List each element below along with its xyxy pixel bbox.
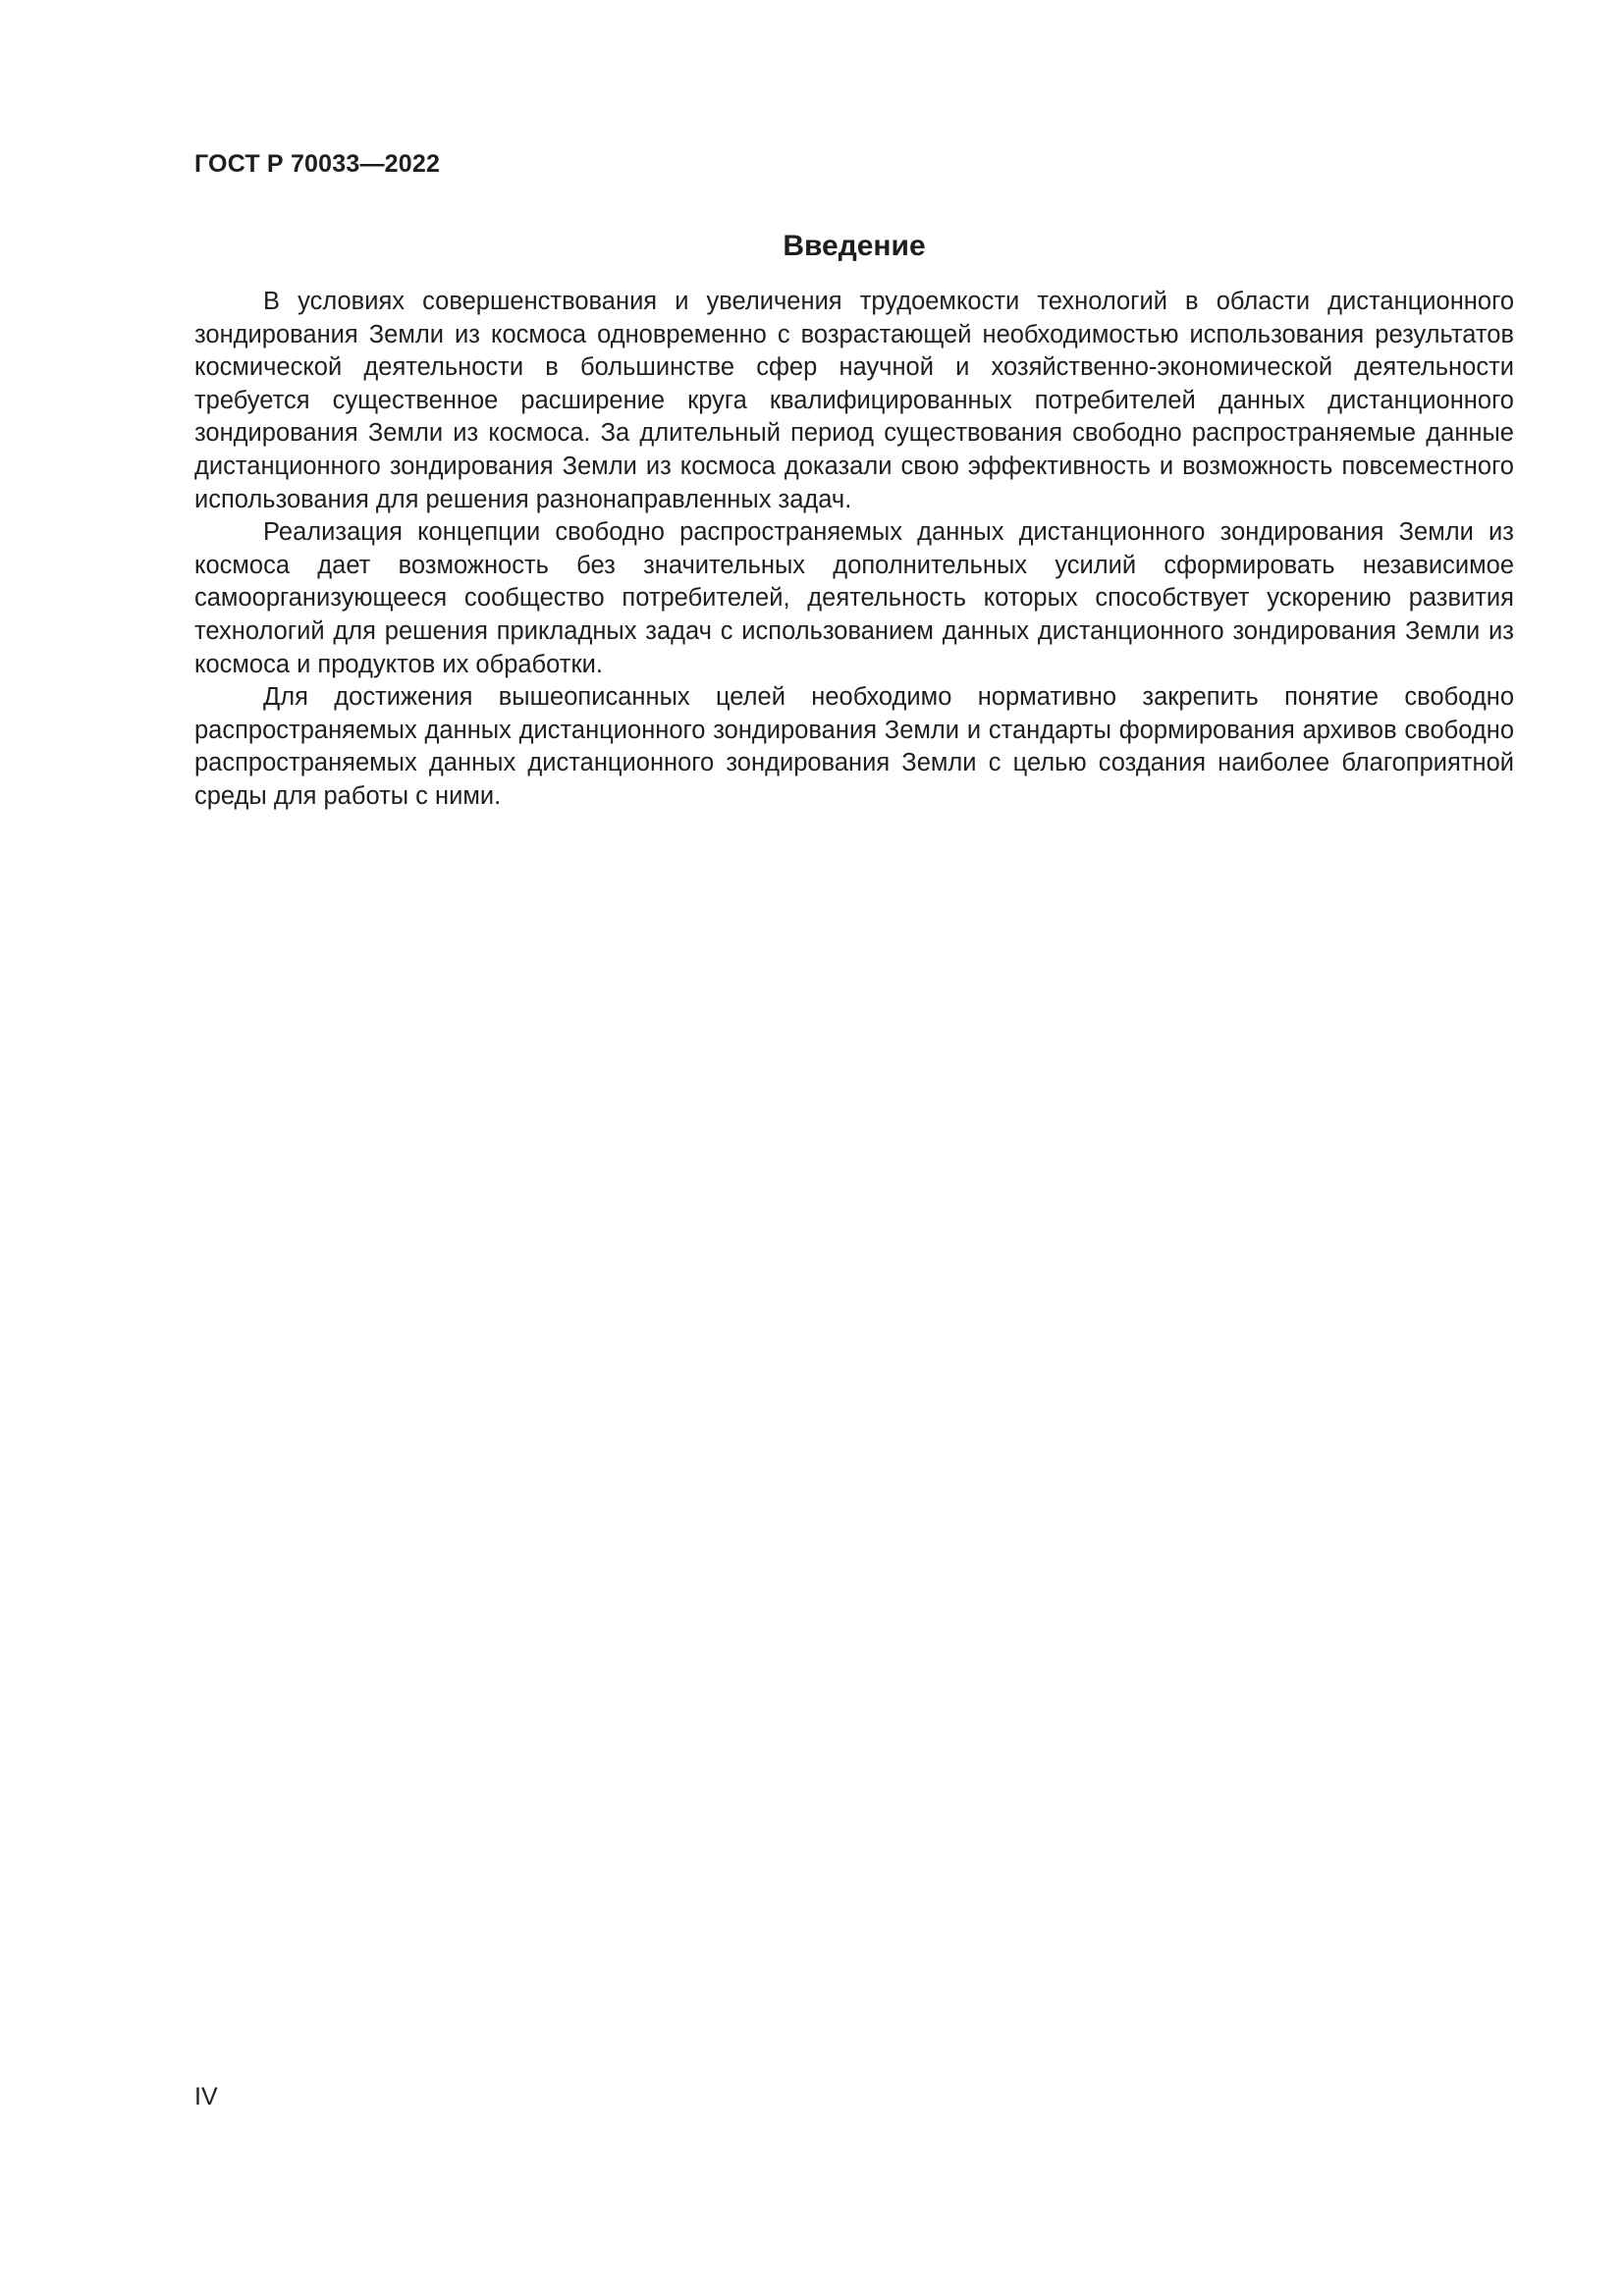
paragraph: Для достижения вышеописанных целей необходимо нормативно закрепить понятие свободно распространяемых данных дистанционного зондирования Земли и стандарты формирования архивов свободно распространяемых данных дистанционного зондирования Земли с целью создания наиболее благоприятной среды для работы с ними.	[194, 683, 1514, 810]
paragraph: В условиях совершенствования и увеличения трудоемкости технологий в области дистанционного зондирования Земли из космоса одновременно с возрастающей необходимостью использования результатов космической деятельности в большинстве сфер научной и хозяйственно-экономической деятельности требуется существенное расширение круга квалифицированных потребителей данных дистанционного зондирования Земли из космоса. За длительный период существования свободно распространяемые данные дистанционного зондирования Земли из космоса доказали свою эффективность и возможность повсеместного использования для решения разнонаправленных задач.	[194, 288, 1514, 513]
paragraph: Реализация концепции свободно распространяемых данных дистанционного зондирования Земли из космоса дает возможность без значительных дополнительных усилий сформировать независимое самоорганизующееся сообщество потребителей, деятельность которых способствует ускорению развития технологий для решения прикладных задач с использованием данных дистанционного зондирования Земли из космоса и продуктов их обработки.	[194, 518, 1514, 678]
document-code: ГОСТ Р 70033—2022	[194, 150, 441, 178]
introduction-body	[194, 286, 1514, 814]
page-number: IV	[194, 2083, 218, 2110]
section-title: Введение	[783, 230, 926, 262]
